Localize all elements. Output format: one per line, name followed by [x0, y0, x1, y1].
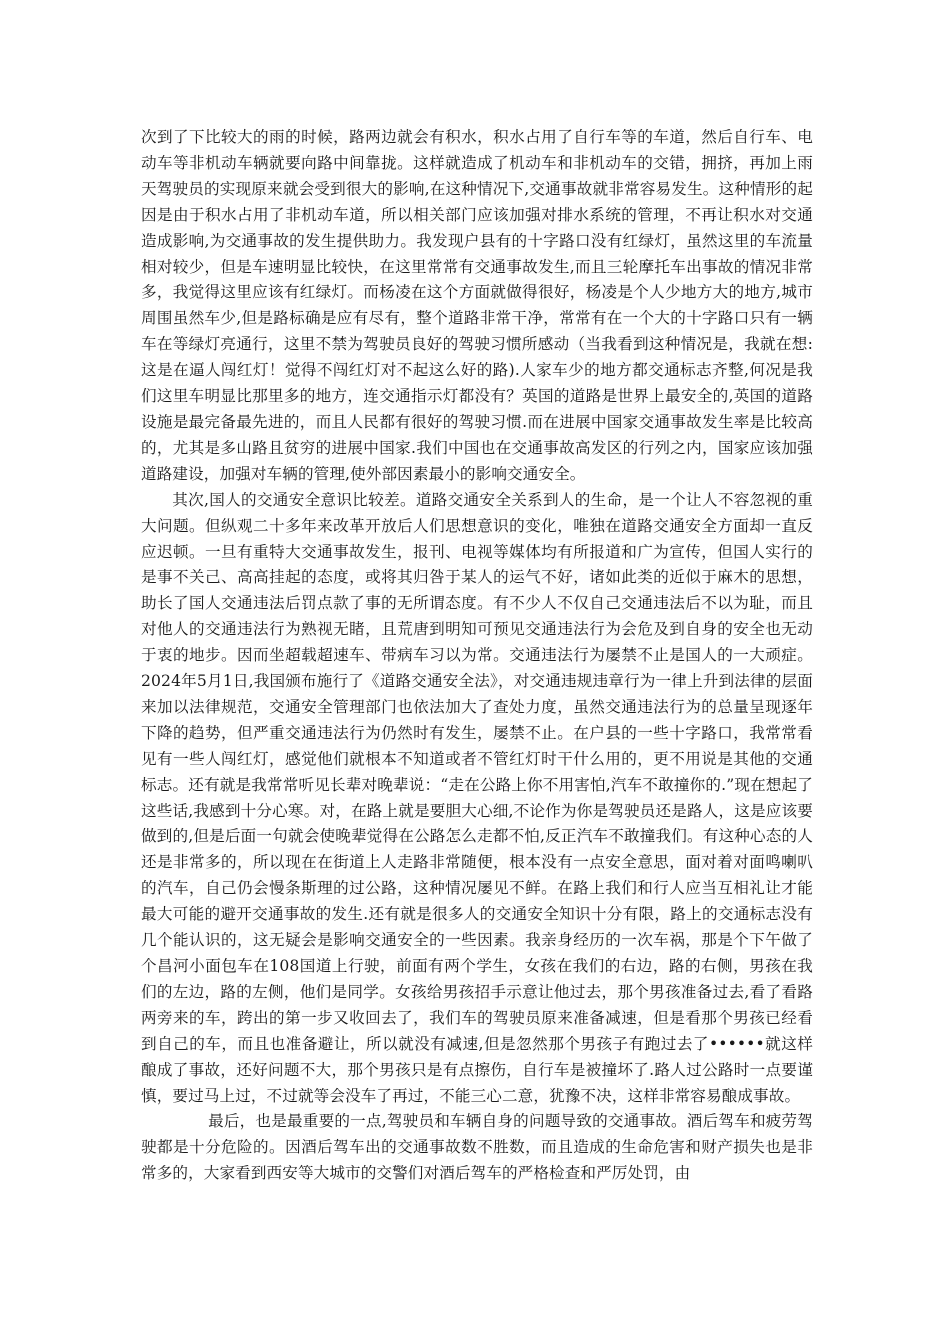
paragraph-continued: 次到了下比较大的雨的时候，路两边就会有积水，积水占用了自行车等的车道，然后自行车、电动车等非机动车辆就要向路中间靠拢。这样就造成了机动车和非机动车的交错，拥挤，再加上雨天驾驶员的实现原来就会受到很大的影响,在这种情况下,交通事故就非常容易发生。这种情形的起因是由于积水占用了非机动车道，所以相关部门应该加强对排水系统的管理，不再让积水对交通造成影响,为交通事故的发生提供助力。我发现户县有的十字路口没有红绿灯，虽然这里的车流量相对较少，但是车速明显比较快，在这里常常有交通事故发生,而且三轮摩托车出事故的情况非常多，我觉得这里应该有红绿灯。而杨凌在这个方面就做得很好，杨凌是个人少地方大的地方,城市周围虽然车少,但是路标确是应有尽有，整个道路非常干净，常常有在一个大的十字路口只有一辆车在等绿灯亮通行，这里不禁为驾驶员良好的驾驶习惯所感动（当我看到这种情况是，我就在想:这是在逼人闯红灯！觉得不闯红灯对不起这么好的路).人家车少的地方都交通标志齐整,何况是我们这里车明显比那里多的地方，连交通指示灯都没有？英国的道路是世界上最安全的,英国的道路设施是最完备最先进的，而且人民都有很好的驾驶习惯.而在进展中国家交通事故发生率是比较高的，尤其是多山路且贫穷的进展中国家.我们中国也在交通事故高发区的行列之内，国家应该加强道路建设，加强对车辆的管理,使外部因素最小的影响交通安全。 [141, 128, 813, 483]
paragraph-finally: 最后，也是最重要的一点,驾驶员和车辆自身的问题导致的交通事故。酒后驾车和疲劳驾驶都是十分危险的。因酒后驾车出的交通事故数不胜数，而且造成的生命危害和财产损失也是非常多的，大家看到西安等大城市的交警们对酒后驾车的严格检查和严厉处罚，由 [141, 1112, 813, 1183]
paragraph-secondly: 其次,国人的交通安全意识比较差。道路交通安全关系到人的生命，是一个让人不容忽视的重大问题。但纵观二十多年来改革开放后人们思想意识的变化，唯独在道路交通安全方面却一直反应迟顿。一旦有重特大交通事故发生，报刊、电视等媒体均有所报道和广为宣传，但国人实行的是事不关己、高高挂起的态度，或将其归咎于某人的运气不好，诸如此类的近似于麻木的思想，助长了国人交通违法后罚点款了事的无所谓态度。有不少人不仅自己交通违法后不以为耻，而且对他人的交通违法行为熟视无睹，且荒唐到明知可预见交通违法行为会危及到自身的安全也无动于衷的地步。因而坐超载超速车、带病车习以为常。交通违法行为屡禁不止是国人的一大顽症。2024年5月1日,我国颁布施行了《道路交通安全法》，对交通违规违章行为一律上升到法律的层面来加以法律规范，交通安全管理部门也依法加大了查处力度，虽然交通违法行为的总量呈现逐年下降的趋势，但严重交通违法行为仍然时有发生，屡禁不止。在户县的一些十字路口，我常常看见有一些人闯红灯，感觉他们就根本不知道或者不管红灯时干什么用的，更不用说是其他的交通标志。还有就是我常常听见长辈对晚辈说：“走在公路上你不用害怕,汽车不敢撞你的.”现在想起了这些话,我感到十分心寒。对，在路上就是要胆大心细,不论作为你是驾驶员还是路人，这是应该要做到的,但是后面一句就会使晚辈觉得在公路怎么走都不怕,反正汽车不敢撞我们。有这种心态的人还是非常多的，所以现在在街道上人走路非常随便，根本没有一点安全意思，面对着对面鸣喇叭的汽车，自己仍会慢条斯理的过公路，这种情况屡见不鲜。在路上我们和行人应当互相礼让才能最大可能的避开交通事故的发生.还有就是很多人的交通安全知识十分有限，路上的交通标志没有几个能认识的，这无疑会是影响交通安全的一些因素。我亲身经历的一次车祸，那是个下午做了个昌河小面包车在108国道上行驶，前面有两个学生，女孩在我们的右边，路的右侧，男孩在我们的左边，路的左侧，他们是同学。女孩给男孩招手示意让他过去，那个男孩准备过去,看了看路两旁来的车，跨出的第一步又收回去了，我们车的驾驶员原来准备减速，但是看那个男孩已经看到自己的车，而且也准备避让，所以就没有减速,但是忽然那个男孩子有跑过去了••••••就这样酿成了事故，还好问题不大，那个男孩只是有点擦伤，自行车是被撞坏了.路人过公路时一点要谨慎，要过马上过，不过就等会没车了再过，不能三心二意，犹豫不决，这样非常容易酿成事故。 [141, 490, 813, 1105]
body-text [141, 125, 813, 1187]
